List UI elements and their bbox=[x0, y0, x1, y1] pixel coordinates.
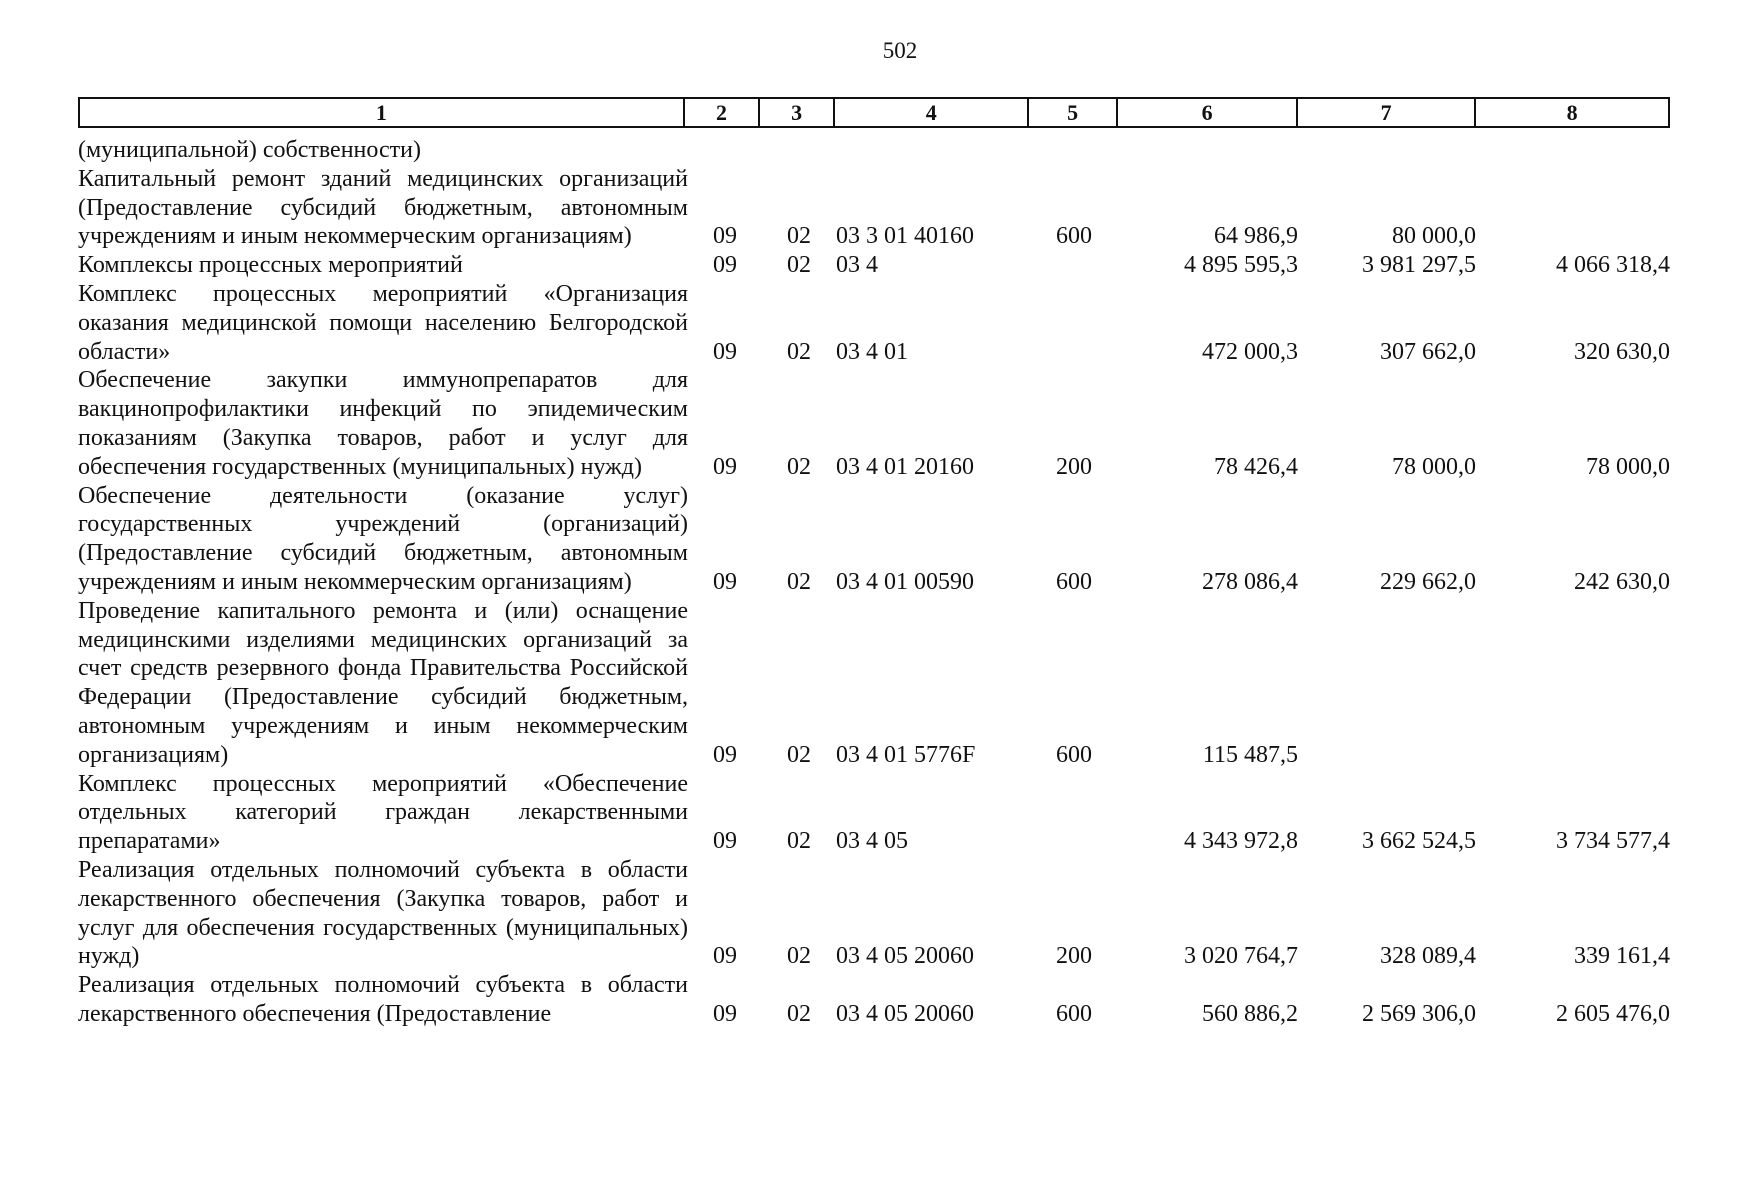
row-target-code: 03 4 01 5776F bbox=[836, 741, 976, 768]
row-amount-col8: 339 161,4 bbox=[1574, 943, 1670, 970]
row-amount-col7: 307 662,0 bbox=[1380, 338, 1476, 365]
row-target-code bbox=[836, 136, 1030, 165]
table-row bbox=[78, 971, 1670, 1029]
row-subsection: 02 bbox=[787, 252, 811, 279]
row-subsection: 02 bbox=[787, 1000, 811, 1027]
row-target-code: 03 3 01 40160 bbox=[836, 223, 974, 250]
page-number: 502 bbox=[882, 38, 918, 63]
table-row bbox=[78, 136, 1670, 165]
row-subsection: 02 bbox=[787, 943, 811, 970]
row-expense-type: 200 bbox=[1056, 453, 1092, 480]
row-description: Реализация отдельных полномочий субъекта в области лекарственного обеспечения (Предоставление bbox=[78, 972, 688, 1027]
row-subsection bbox=[762, 136, 836, 165]
row-amount-col8: 3 734 577,4 bbox=[1556, 828, 1670, 855]
row-target-code: 03 4 05 20060 bbox=[836, 1000, 974, 1027]
row-amount-col8 bbox=[1476, 597, 1670, 770]
row-subsection: 02 bbox=[787, 453, 811, 480]
row-target-code: 03 4 01 20160 bbox=[836, 453, 974, 480]
row-section: 09 bbox=[713, 252, 737, 279]
header-col-2: 2 bbox=[684, 98, 759, 127]
row-amount-col8: 242 630,0 bbox=[1574, 568, 1670, 595]
row-section: 09 bbox=[713, 453, 737, 480]
row-subsection: 02 bbox=[787, 741, 811, 768]
row-description: Реализация отдельных полномочий субъекта в области лекарственного обеспечения (Закупка товаров, работ и услуг для обеспечения государственных (муниципальных) нужд) bbox=[78, 856, 688, 970]
table-row bbox=[78, 770, 1670, 856]
row-amount-col6: 3 020 764,7 bbox=[1184, 943, 1298, 970]
table-row bbox=[78, 482, 1670, 597]
row-expense-type: 600 bbox=[1056, 741, 1092, 768]
row-description: (муниципальной) собственности) bbox=[78, 137, 421, 163]
row-amount-col6: 115 487,5 bbox=[1202, 741, 1298, 768]
row-section: 09 bbox=[713, 338, 737, 365]
row-description: Проведение капитального ремонта и (или) оснащение медицинскими изделиями медицинских организаций за счет средств резервного фонда Правительства Российской Федерации (Предоставление субсидий бюджетным, автономным учреждениям и иным некоммерческим организациям) bbox=[78, 597, 688, 768]
row-amount-col7: 328 089,4 bbox=[1380, 943, 1476, 970]
table-row bbox=[78, 251, 1670, 280]
row-expense-type bbox=[1030, 251, 1118, 280]
row-description: Обеспечение закупки иммунопрепаратов для вакцинопрофилактики инфекций по эпидемическим показаниям (Закупка товаров, работ и услуг для обеспечения государственных (муниципальных) нужд) bbox=[78, 367, 688, 480]
row-amount-col8: 320 630,0 bbox=[1574, 338, 1670, 365]
header-col-8: 8 bbox=[1475, 98, 1669, 127]
budget-table bbox=[78, 136, 1670, 1029]
row-expense-type: 200 bbox=[1056, 943, 1092, 970]
table-row bbox=[78, 280, 1670, 366]
row-amount-col7: 3 662 524,5 bbox=[1362, 828, 1476, 855]
row-amount-col8 bbox=[1476, 165, 1670, 251]
row-amount-col6: 4 343 972,8 bbox=[1184, 828, 1298, 855]
row-amount-col7: 78 000,0 bbox=[1392, 453, 1476, 480]
table-row bbox=[78, 856, 1670, 971]
row-expense-type: 600 bbox=[1056, 1000, 1092, 1027]
row-expense-type bbox=[1030, 136, 1118, 165]
row-amount-col7: 80 000,0 bbox=[1392, 223, 1476, 250]
row-target-code: 03 4 01 bbox=[836, 338, 908, 365]
table-header bbox=[78, 97, 1670, 128]
row-amount-col6 bbox=[1118, 136, 1298, 165]
row-amount-col7 bbox=[1298, 597, 1476, 770]
row-amount-col7: 3 981 297,5 bbox=[1362, 252, 1476, 279]
row-section: 09 bbox=[713, 568, 737, 595]
table-row bbox=[78, 165, 1670, 251]
header-col-6: 6 bbox=[1117, 98, 1297, 127]
row-target-code: 03 4 05 20060 bbox=[836, 943, 974, 970]
row-section: 09 bbox=[713, 828, 737, 855]
row-section: 09 bbox=[713, 741, 737, 768]
row-amount-col6: 472 000,3 bbox=[1202, 338, 1298, 365]
row-expense-type: 600 bbox=[1056, 568, 1092, 595]
row-subsection: 02 bbox=[787, 223, 811, 250]
row-amount-col7: 229 662,0 bbox=[1380, 568, 1476, 595]
row-description: Комплекс процессных мероприятий «Обеспечение отдельных категорий граждан лекарственными препаратами» bbox=[78, 770, 688, 855]
row-amount-col8: 78 000,0 bbox=[1586, 453, 1670, 480]
row-amount-col8: 2 605 476,0 bbox=[1556, 1000, 1670, 1027]
row-subsection: 02 bbox=[787, 828, 811, 855]
header-col-4: 4 bbox=[834, 98, 1028, 127]
row-amount-col8: 4 066 318,4 bbox=[1556, 252, 1670, 279]
row-expense-type bbox=[1030, 280, 1118, 366]
row-amount-col7 bbox=[1298, 136, 1476, 165]
row-description: Капитальный ремонт зданий медицинских организаций (Предоставление субсидий бюджетным, автономным учреждениям и иным некоммерческим организациям) bbox=[78, 165, 688, 250]
row-target-code: 03 4 01 00590 bbox=[836, 568, 974, 595]
row-section: 09 bbox=[713, 943, 737, 970]
row-subsection: 02 bbox=[787, 338, 811, 365]
row-section bbox=[688, 136, 762, 165]
row-amount-col6: 4 895 595,3 bbox=[1184, 252, 1298, 279]
row-amount-col6: 278 086,4 bbox=[1202, 568, 1298, 595]
row-section: 09 bbox=[713, 1000, 737, 1027]
row-amount-col6: 64 986,9 bbox=[1214, 223, 1298, 250]
header-col-3: 3 bbox=[759, 98, 834, 127]
row-expense-type: 600 bbox=[1056, 223, 1092, 250]
header-row bbox=[79, 98, 1669, 127]
header-col-5: 5 bbox=[1028, 98, 1117, 127]
row-amount-col6: 78 426,4 bbox=[1214, 453, 1298, 480]
table-row bbox=[78, 597, 1670, 770]
row-expense-type bbox=[1030, 770, 1118, 856]
header-col-7: 7 bbox=[1297, 98, 1475, 127]
row-description: Комплексы процессных мероприятий bbox=[78, 252, 463, 279]
row-amount-col8 bbox=[1476, 136, 1670, 165]
table-row bbox=[78, 366, 1670, 481]
row-amount-col6: 560 886,2 bbox=[1202, 1000, 1298, 1027]
row-target-code: 03 4 bbox=[836, 252, 878, 279]
header-col-1: 1 bbox=[79, 98, 684, 127]
row-description: Комплекс процессных мероприятий «Организация оказания медицинской помощи населению Белгородской области» bbox=[78, 280, 688, 365]
row-amount-col7: 2 569 306,0 bbox=[1362, 1000, 1476, 1027]
row-target-code: 03 4 05 bbox=[836, 828, 908, 855]
row-subsection: 02 bbox=[787, 568, 811, 595]
row-section: 09 bbox=[713, 223, 737, 250]
row-description: Обеспечение деятельности (оказание услуг) государственных учреждений (организаций) (Предоставление субсидий бюджетным, автономным учреждениям и иным некоммерческим организациям) bbox=[78, 482, 688, 595]
